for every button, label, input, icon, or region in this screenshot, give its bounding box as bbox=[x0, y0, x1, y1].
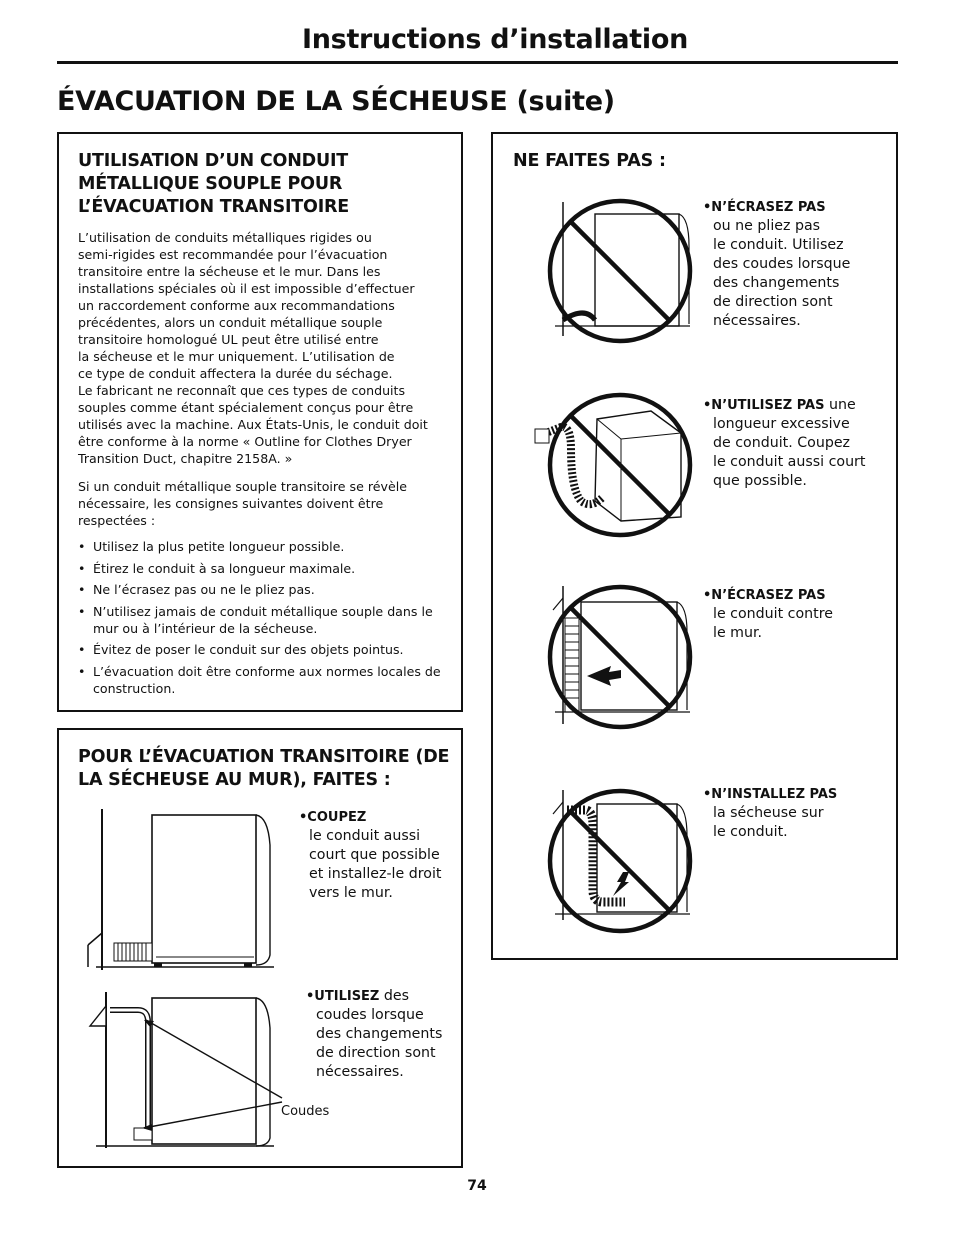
metal-duct-box bbox=[57, 132, 463, 712]
metal-duct-paragraph-2 bbox=[78, 478, 443, 529]
caption-keyword: •COUPEZ bbox=[299, 810, 367, 825]
list-item: • Utilisez la plus petite longueur possible. bbox=[78, 538, 448, 555]
list-item: • Étirez le conduit à sa longueur maximale. bbox=[78, 560, 448, 577]
list-item: • N’utilisez jamais de conduit métallique souple dans le mur ou à l’intérieur de la sécheuse. bbox=[78, 603, 448, 637]
dryer-straight-duct-illustration bbox=[74, 805, 284, 975]
dryer-elbows-illustration bbox=[74, 988, 334, 1153]
dont-item-1 bbox=[703, 198, 850, 331]
caption-keyword-rest: des bbox=[379, 988, 410, 1004]
caption-text: ou ne pliez pas le conduit. Utilisez des coudes lorsque des changements de direction sont nécessaires. bbox=[713, 218, 851, 329]
caption-keyword: •UTILISEZ bbox=[306, 989, 380, 1004]
prohibited-dryer-on-duct-illustration bbox=[545, 786, 695, 936]
transition-do-item-elbows bbox=[306, 987, 442, 1082]
transition-do-title: POUR L’ÉVACUATION TRANSITOIRE (DE LA SÉCHEUSE AU MUR), FAITES : bbox=[78, 747, 450, 790]
caption-text: le conduit aussi court que possible et installez-le droit vers le mur. bbox=[309, 828, 442, 901]
page-header bbox=[57, 24, 898, 64]
caption-text: la sécheuse sur le conduit. bbox=[713, 805, 824, 840]
caption-text: longueur excessive de conduit. Coupez le conduit aussi court que possible. bbox=[713, 416, 866, 489]
caption-keyword-rest: une bbox=[824, 397, 856, 413]
caption-keyword: •N’ÉCRASEZ PAS bbox=[703, 588, 826, 603]
dont-box bbox=[491, 132, 898, 960]
paragraph-text: Si un conduit métallique souple transitoire se révèle nécessaire, les consignes suivantes doivent être respectées : bbox=[78, 479, 407, 528]
metal-duct-paragraph-1 bbox=[78, 229, 443, 467]
list-item: • L’évacuation doit être conforme aux normes locales de construction. bbox=[78, 663, 448, 697]
prohibited-crush-against-wall-illustration bbox=[545, 582, 695, 732]
dont-item-2 bbox=[703, 396, 865, 491]
elbows-label: Coudes bbox=[281, 1104, 330, 1119]
caption-text: le conduit contre le mur. bbox=[713, 606, 833, 641]
metal-duct-bullet-list bbox=[78, 538, 448, 702]
metal-duct-title: UTILISATION D’UN CONDUIT MÉTALLIQUE SOUPLE POUR L’ÉVACUATION TRANSITOIRE bbox=[78, 151, 350, 217]
dont-item-3 bbox=[703, 586, 833, 643]
paragraph-text: L’utilisation de conduits métalliques rigides ou semi-rigides est recommandée pour l’évacuation transitoire entre la sécheuse et le mur. Dans les installations spéciales où il est impossible d’effectuer un raccordement conforme aux recommandations précédentes, alors un conduit métallique souple transitoire homologué UL peut être utilisé entre la sécheuse et le mur uniquement. L’utilisation de ce type de conduit affectera la durée du séchage. Le fabricant ne reconnaît que ces types de conduits souples comme étant spécialement conçus pour être utilisés avec la machine. Aux États-Unis, le conduit doit être conforme à la norme « Outline for Clothes Dryer Transition Duct, chapitre 2158A. » bbox=[78, 230, 428, 466]
page-number: 74 bbox=[467, 1178, 487, 1194]
transition-do-box bbox=[57, 728, 463, 1168]
prohibited-crush-duct-illustration bbox=[545, 196, 695, 346]
caption-keyword: •N’UTILISEZ PAS bbox=[703, 398, 825, 413]
dont-title: NE FAITES PAS : bbox=[513, 151, 666, 171]
dont-item-4 bbox=[703, 785, 837, 842]
caption-text: coudes lorsque des changements de direction sont nécessaires. bbox=[316, 1007, 443, 1080]
prohibited-excessive-length-illustration bbox=[531, 389, 696, 539]
caption-keyword: •N’INSTALLEZ PAS bbox=[703, 787, 838, 802]
caption-keyword: •N’ÉCRASEZ PAS bbox=[703, 200, 826, 215]
list-item: • Ne l’écrasez pas ou ne le pliez pas. bbox=[78, 581, 448, 598]
section-title: ÉVACUATION DE LA SÉCHEUSE (suite) bbox=[57, 86, 615, 117]
page-title: Instructions d’installation bbox=[302, 24, 689, 55]
transition-do-item-cut bbox=[299, 808, 441, 903]
list-item: • Évitez de poser le conduit sur des objets pointus. bbox=[78, 641, 448, 658]
